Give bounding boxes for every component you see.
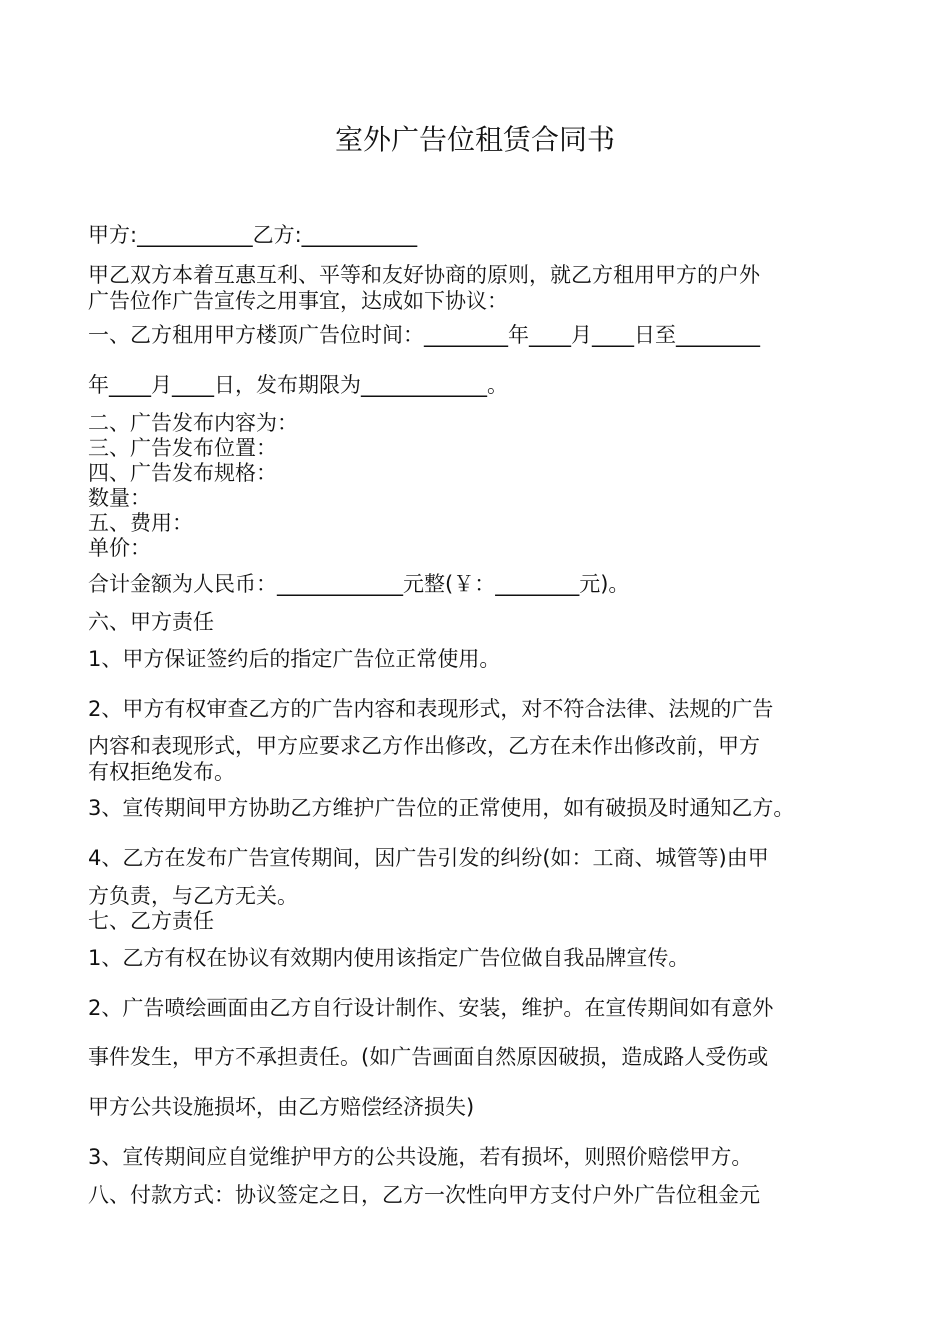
section-6-item-3: 3、宣传期间甲方协助乙方维护广告位的正常使用，如有破损及时通知乙方。 [88,796,795,820]
party-line: 甲方:___________乙方:___________ [88,223,418,247]
section-8-line-1: 八、付款方式：协议签定之日，乙方一次性向甲方支付户外广告位租金元 [88,1183,760,1207]
section-6-item-4-line-2: 方负责，与乙方无关。 [88,884,298,908]
section-6-item-4-line-1: 4、乙方在发布广告宣传期间，因广告引发的纠纷(如：工商、城管等)由甲 [88,846,769,870]
section-7-item-3: 3、宣传期间应自觉维护甲方的公共设施，若有损坏，则照价赔偿甲方。 [88,1145,753,1169]
total-amount-line: 合计金额为人民币：____________元整(￥：________元)。 [88,572,630,596]
section-7-heading: 七、乙方责任 [88,909,214,933]
clause-3: 三、广告发布位置： [88,436,277,460]
clause-1-line-2: 年____月____日，发布期限为____________。 [88,373,508,397]
preamble-line-2: 广告位作广告宣传之用事宜，达成如下协议： [88,289,508,313]
section-7-item-2-line-3: 甲方公共设施损坏，由乙方赔偿经济损失) [88,1095,475,1119]
preamble-line-1: 甲乙双方本着互惠互利、平等和友好协商的原则，就乙方租用甲方的户外 [88,263,760,287]
clause-5: 五、费用： [88,511,193,535]
contract-title: 室外广告位租赁合同书 [334,123,615,156]
section-6-item-2-line-2: 内容和表现形式，甲方应要求乙方作出修改，乙方在未作出修改前，甲方 [88,734,760,758]
section-7-item-1: 1、乙方有权在协议有效期内使用该指定广告位做自我品牌宣传。 [88,946,690,970]
clause-4: 四、广告发布规格： [88,461,277,485]
quantity-line: 数量： [88,486,151,510]
section-7-item-2-line-2: 事件发生，甲方不承担责任。(如广告画面自然原因破损，造成路人受伤或 [88,1045,769,1069]
section-6-item-1: 1、甲方保证签约后的指定广告位正常使用。 [88,647,501,671]
section-7-item-2-line-1: 2、广告喷绘画面由乙方自行设计制作、安装，维护。在宣传期间如有意外 [88,996,774,1020]
section-6-item-2-line-1: 2、甲方有权审查乙方的广告内容和表现形式，对不符合法律、法规的广告 [88,697,774,721]
clause-1-line-1: 一、乙方租用甲方楼顶广告位时间：________年____月____日至________ [88,323,760,347]
section-6-heading: 六、甲方责任 [88,610,214,634]
section-6-item-2-line-3: 有权拒绝发布。 [88,760,235,784]
unit-price-line: 单价： [88,536,151,560]
clause-2: 二、广告发布内容为： [88,411,298,435]
